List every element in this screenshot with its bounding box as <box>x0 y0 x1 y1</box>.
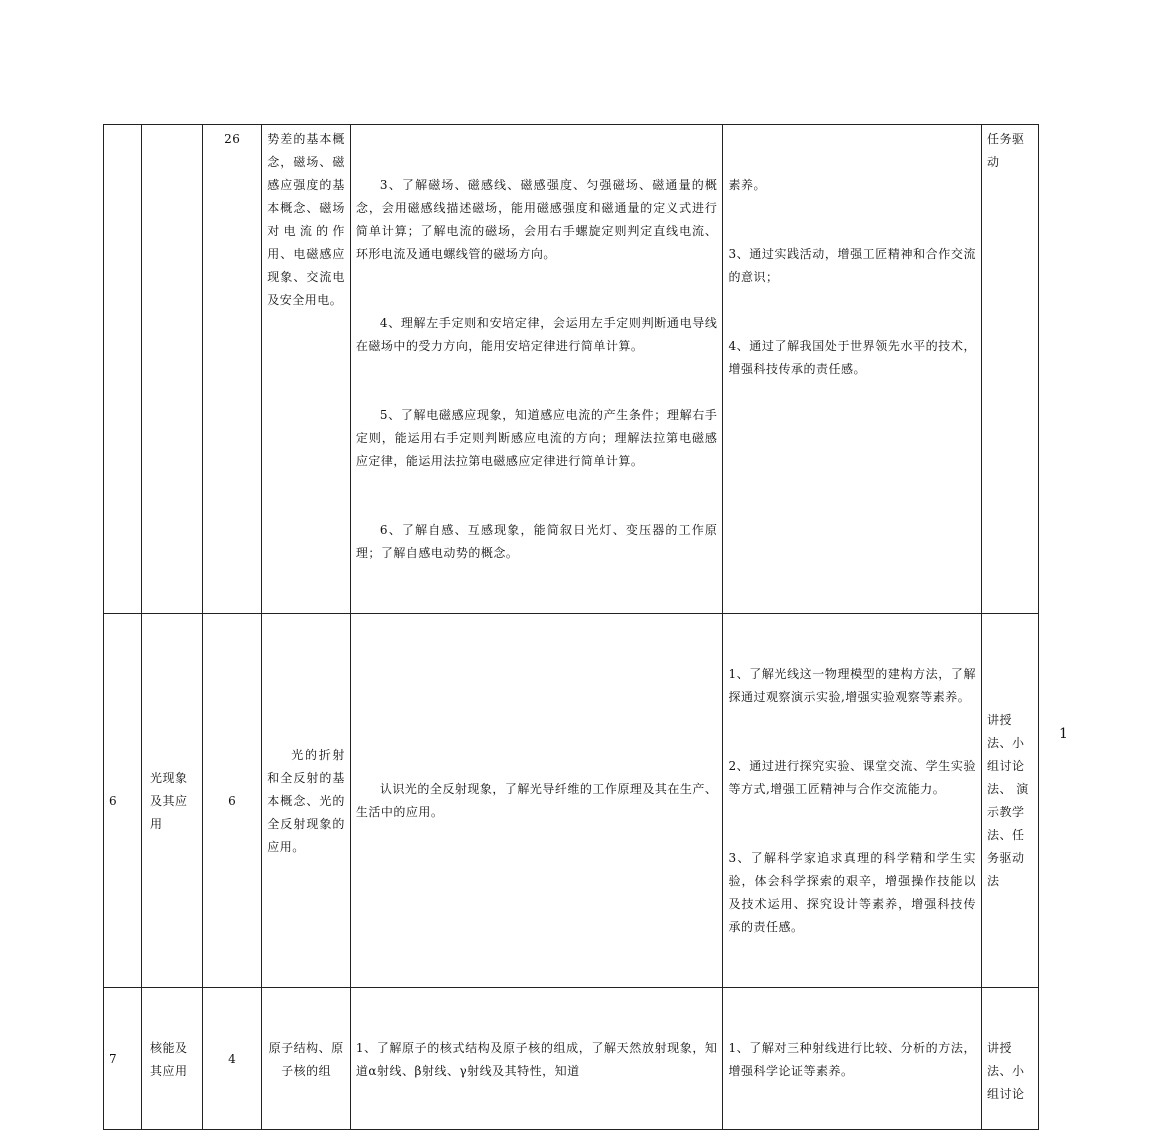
method-cell: 任务驱动 <box>981 125 1038 614</box>
requirements-cell <box>350 125 723 614</box>
literacy-item: 3、通过实践活动，增强工匠精神和合作交流的意识； <box>728 247 976 284</box>
literacy-item: 3、了解科学家追求真理的科学精和学生实验，体会科学探索的艰辛，增强操作技能以及技术运用、探究设计等素养，增强科技传承的责任感。 <box>728 851 976 934</box>
unit-number-cell <box>104 125 142 614</box>
method-cell: 讲授法、小组讨论法、 演示教学法、任务驱动法 <box>981 614 1038 988</box>
page-number: 1 <box>1059 726 1068 742</box>
literacy-item: 素养。 <box>728 178 766 192</box>
requirement-item: 6、了解自感、互感现象，能简叙日光灯、变压器的工作原理；了解自感电动势的概念。 <box>355 523 718 560</box>
unit-name-text: 核能及其应用 <box>149 1041 188 1078</box>
literacy-item: 1、了解光线这一物理模型的建构方法，了解探通过观察演示实验,增强实验观察等素养。 <box>728 667 976 704</box>
hours-cell: 26 <box>203 125 262 614</box>
unit-name-cell <box>141 988 202 1130</box>
requirement-item: 认识光的全反射现象，了解光导纤维的工作原理及其在生产、生活中的应用。 <box>355 782 718 819</box>
hours-cell: 4 <box>203 988 262 1130</box>
literacy-item: 4、通过了解我国处于世界领先水平的技术，增强科技传承的责任感。 <box>728 339 976 376</box>
requirements-cell <box>350 614 723 988</box>
literacy-item: 1、了解对三种射线进行比较、分析的方法，增强科学论证等素养。 <box>728 1041 976 1078</box>
unit-name-cell <box>141 125 202 614</box>
literacy-cell <box>723 125 982 614</box>
requirements-cell <box>350 988 723 1130</box>
unit-name-cell: 光现象及其应用 <box>141 614 202 988</box>
topic-text: 原子结构、原子核的组 <box>268 1041 344 1078</box>
requirement-item: 5、了解电磁感应现象，知道感应电流的产生条件；理解右手定则，能运用右手定则判断感应电流的方向；理解法拉第电磁感应定律，能运用法拉第电磁感应定律进行简单计算。 <box>355 408 718 468</box>
literacy-cell <box>723 988 982 1130</box>
literacy-item: 2、通过进行探究实验、课堂交流、学生实验等方式,增强工匠精神与合作交流能力。 <box>728 759 976 796</box>
table-row <box>104 988 1039 1130</box>
requirement-item: 3、了解磁场、磁感线、磁感强度、匀强磁场、磁通量的概念，会用磁感线描述磁场，能用磁感强度和磁通量的定义式进行简单计算；了解电流的磁场，会用右手螺旋定则判定直线电流、环形电流及通电螺线管的磁场方向。 <box>355 178 718 261</box>
method-text: 讲授法、小组讨论 <box>986 1041 1025 1101</box>
hours-cell: 6 <box>203 614 262 988</box>
curriculum-table <box>103 124 1039 1130</box>
table-row <box>104 614 1039 988</box>
method-cell <box>981 988 1038 1130</box>
topic-cell <box>262 614 351 988</box>
requirement-item: 4、理解左手定则和安培定律，会运用左手定则判断通电导线在磁场中的受力方向，能用安培定律进行简单计算。 <box>355 316 718 353</box>
topic-cell: 势差的基本概念，磁场、磁感应强度的基本概念、磁场对电流的作用、电磁感应现象、交流电及安全用电。 <box>262 125 351 614</box>
unit-number-cell: 7 <box>104 988 142 1130</box>
topic-text: 光的折射和全反射的基本概念、光的全反射现象的应用。 <box>267 747 345 854</box>
table-row <box>104 125 1039 614</box>
unit-number-cell: 6 <box>104 614 142 988</box>
requirement-item: 1、了解原子的核式结构及原子核的组成，了解天然放射现象，知道α射线、β射线、γ射线及其特性，知道 <box>355 1041 718 1078</box>
topic-cell <box>262 988 351 1130</box>
literacy-cell <box>723 614 982 988</box>
